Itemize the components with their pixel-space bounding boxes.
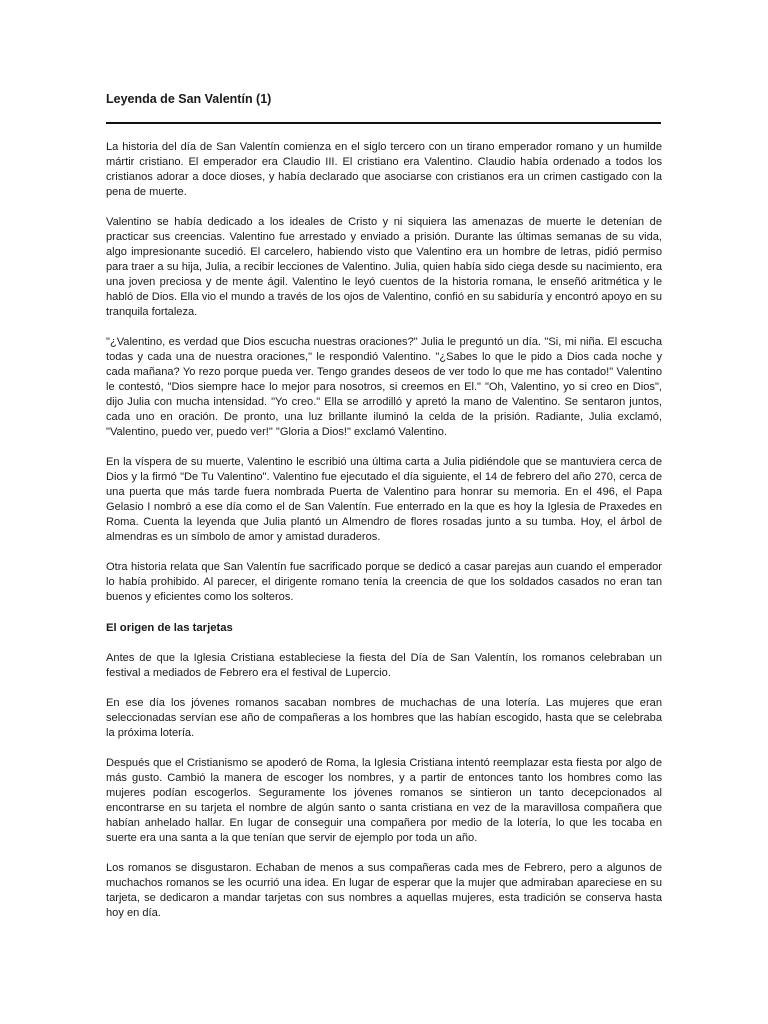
paragraph-4: En la víspera de su muerte, Valentino le escribió una última carta a Julia pidiéndole que se mantuviera cerca de Dios y la firmó "De Tu Valentino". Valentino fue ejecutado el día siguiente, el 14 de febrero del año 270, cerca de una puerta que más tarde fuera nombrada Puerta de Valentino para honrar su memoria. En el 496, el Papa Gelasio I nombró a ese día como el de San Valentín. Fue enterrado en la que es hoy la Iglesia de Praxedes en Roma. Cuenta la leyenda que Julia plantó un Almendro de flores rosadas junto a su tumba. Hoy, el árbol de almendras es un símbolo de amor y amistad duraderos. <box>106 456 662 543</box>
section-paragraph-4: Los romanos se disgustaron. Echaban de menos a sus compañeras cada mes de Febrero, pero a algunos de muchachos romanos se les ocurrió una idea. En lugar de esperar que la mujer que admiraban apareciese en su tarjeta, se dedicaron a mandar tarjetas con sus nombres a aquellas mujeres, esta tradición se conserva hasta hoy en día. <box>106 862 662 919</box>
section-paragraph-3: Después que el Cristianismo se apoderó de Roma, la Iglesia Cristiana intentó reemplazar esta fiesta por algo de más gusto. Cambió la manera de escoger los nombres, y a partir de entonces tanto los hombres como las mujeres podían escogerlos. Seguramente los jóvenes romanos se sintieron un tanto decepcionados al encontrarse en su tarjeta el nombre de algún santo o santa cristiana en vez de la maravillosa compañera que habían anhelado hallar. En lugar de conseguir una compañera por medio de la lotería, lo que les tocaba en suerte era una santa a la que tenían que servir de ejemplo por toda un año. <box>106 757 662 844</box>
document-page <box>106 88 662 921</box>
section-paragraph-1: Antes de que la Iglesia Cristiana estableciese la fiesta del Día de San Valentín, los romanos celebraban un festival a mediados de Febrero era el festival de Lupercio. <box>106 652 662 679</box>
paragraph-3: "¿Valentino, es verdad que Dios escucha nuestras oraciones?" Julia le preguntó un día. "Si, mi niña. El escucha todas y cada una de nuestra oraciones," le respondió Valentino. "¿Sabes lo que le pido a Dios cada noche y cada mañana? Yo rezo porque pueda ver. Tengo grandes deseos de ver todo lo que me has contado!" Valentino le contestó, "Dios siempre hace lo mejor para nosotros, si creemos en El." "Oh, Valentino, yo si creo en Dios", dijo Julia con mucha intensidad. "Yo creo." Ella se arrodilló y apretó la mano de Valentino. Se sentaron juntos, cada uno en oración. De pronto, una luz brillante iluminó la celda de la prisión. Radiante, Julia exclamó, "Valentino, puedo ver, puedo ver!" "Gloria a Dios!" exclamó Valentino. <box>106 336 662 438</box>
section-paragraph-2: En ese día los jóvenes romanos sacaban nombres de muchachas de una lotería. Las mujeres que eran seleccionadas servían ese año de compañeras a los hombres que las habían escogido, hasta que se celebraba la próxima lotería. <box>106 697 662 739</box>
section-title: El origen de las tarjetas <box>106 622 233 634</box>
document-title: Leyenda de San Valentín (1) <box>106 92 272 106</box>
paragraph-1: La historia del día de San Valentín comienza en el siglo tercero con un tirano emperador romano y un humilde mártir cristiano. El emperador era Claudio III. El cristiano era Valentino. Claudio había ordenado a todos los cristianos adorar a doce dioses, y había declarado que asociarse con cristianos era un crimen castigado con la pena de muerte. <box>106 141 662 198</box>
paragraph-5: Otra historia relata que San Valentín fue sacrificado porque se dedicó a casar parejas aun cuando el emperador lo había prohibido. Al parecer, el dirigente romano tenía la creencia de que los soldados casados no eran tan buenos y eficientes como los solteros. <box>106 561 662 603</box>
paragraph-2: Valentino se había dedicado a los ideales de Cristo y ni siquiera las amenazas de muerte le detenían de practicar sus creencias. Valentino fue arrestado y enviado a prisión. Durante las últimas semanas de su vida, algo impresionante sucedió. El carcelero, habiendo visto que Valentino era un hombre de letras, pidió permiso para traer a su hija, Julia, a recibir lecciones de Valentino. Julia, quien había sido ciega desde su nacimiento, era una joven preciosa y de mente ágil. Valentino le leyó cuentos de la historia romana, le enseñó aritmética y le habló de Dios. Ella vio el mundo a través de los ojos de Valentino, confió en su sabiduría y encontró apoyo en su tranquila fortaleza. <box>106 216 662 318</box>
title-divider <box>106 122 661 124</box>
